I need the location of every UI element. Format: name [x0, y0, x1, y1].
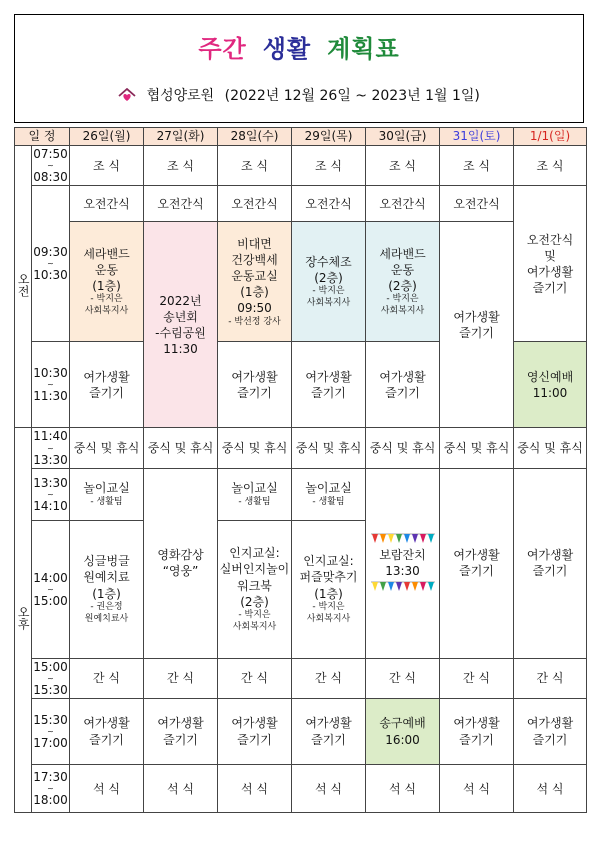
fri-morning-program: 세라밴드 운동 (2층) - 박지은 사회복지사 — [366, 222, 440, 342]
row-play-class — [15, 468, 587, 520]
day-header-row — [15, 128, 587, 146]
sat-leisure-cell: 여가생활 즐기기 — [440, 222, 514, 428]
lunch-cell: 중식 및 휴식 — [440, 428, 514, 468]
breakfast-cell: 조 식 — [218, 146, 292, 186]
thu-afternoon-program: 인지교실: 퍼즐맞추기 (1층) - 박지은 사회복지사 — [292, 520, 366, 658]
snack-cell: 오전간식 — [292, 186, 366, 222]
title-word-weekly: 주간 — [198, 35, 247, 63]
row-morning-snack — [15, 186, 587, 222]
day-thu: 29일(목) — [292, 128, 366, 146]
dinner-cell: 석 식 — [144, 765, 218, 813]
play-class-cell: 놀이교실 - 생활팀 — [292, 468, 366, 520]
leisure-cell: 여가생활 즐기기 — [292, 699, 366, 765]
day-sat: 31일(토) — [440, 128, 514, 146]
subtitle-line — [15, 85, 583, 105]
date-range: (2022년 12월 26일 ~ 2023년 1월 1일) — [224, 88, 480, 104]
schedule-label: 일 정 — [15, 128, 70, 146]
snack-cell: 간 식 — [292, 658, 366, 698]
mon-afternoon-program: 싱글벙글 원예치료 (1층) - 권은정 원예치료사 — [70, 520, 144, 658]
time-cell: 14:00 ~ 15:00 — [32, 520, 70, 658]
day-wed: 28일(수) — [218, 128, 292, 146]
thu-morning-program: 장수체조 (2층) - 박지은 사회복지사 — [292, 222, 366, 342]
fri-worship-cell: 송구예배 16:00 — [366, 699, 440, 765]
tue-year-end-party: 2022년 송년회 -수림공원 11:30 — [144, 222, 218, 428]
time-cell: 07:50 ~ 08:30 — [33, 147, 68, 185]
time-cell: 13:30 ~ 14:10 — [32, 468, 70, 520]
snack-cell: 간 식 — [514, 658, 587, 698]
breakfast-cell: 조 식 — [514, 146, 587, 186]
row-afternoon-snack — [15, 658, 587, 698]
day-tue: 27일(화) — [144, 128, 218, 146]
sun-worship-cell: 영신예배 11:00 — [514, 342, 587, 428]
snack-cell: 간 식 — [144, 658, 218, 698]
am-label: 오전 — [15, 146, 32, 428]
document-header — [14, 14, 584, 123]
org-name: 협성양로원 — [146, 88, 215, 104]
snack-cell: 오전간식 — [70, 186, 144, 222]
breakfast-cell: 조 식 — [70, 146, 144, 186]
time-cell: 10:30 ~ 11:30 — [32, 342, 70, 428]
breakfast-cell: 조 식 — [440, 146, 514, 186]
dinner-cell: 석 식 — [366, 765, 440, 813]
dinner-cell: 석 식 — [70, 765, 144, 813]
lunch-cell: 중식 및 휴식 — [292, 428, 366, 468]
day-sun: 1/1(일) — [514, 128, 587, 146]
mon-morning-program: 세라밴드 운동 (1층) - 박지은 사회복지사 — [70, 222, 144, 342]
leisure-cell: 여가생활 즐기기 — [440, 699, 514, 765]
snack-cell: 간 식 — [366, 658, 440, 698]
play-class-cell: 놀이교실 - 생활팀 — [218, 468, 292, 520]
lunch-cell: 중식 및 휴식 — [366, 428, 440, 468]
house-heart-icon — [118, 88, 136, 104]
tue-movie-cell: 영화감상 “영웅” — [144, 468, 218, 658]
snack-cell: 간 식 — [218, 658, 292, 698]
breakfast-cell: 조 식 — [366, 146, 440, 186]
leisure-cell: 여가생활 즐기기 — [514, 699, 587, 765]
dinner-cell: 석 식 — [440, 765, 514, 813]
play-class-cell: 놀이교실 - 생활팀 — [70, 468, 144, 520]
snack-cell: 간 식 — [440, 658, 514, 698]
snack-cell: 오전간식 — [144, 186, 218, 222]
bunting-icon — [371, 533, 435, 545]
leisure-cell: 여가생활 즐기기 — [218, 699, 292, 765]
lunch-cell: 중식 및 휴식 — [218, 428, 292, 468]
snack-cell: 오전간식 — [366, 186, 440, 222]
snack-cell: 간 식 — [70, 658, 144, 698]
title-word-life: 생활 — [262, 35, 312, 63]
day-fri: 30일(금) — [366, 128, 440, 146]
breakfast-cell: 조 식 — [292, 146, 366, 186]
row-dinner — [15, 765, 587, 813]
time-cell: 15:00 ~ 15:30 — [33, 659, 68, 697]
lunch-cell: 중식 및 휴식 — [144, 428, 218, 468]
time-cell: 15:30 ~ 17:00 — [32, 699, 70, 765]
leisure-cell: 여가생활 즐기기 — [366, 342, 440, 428]
title-word-plan: 계획표 — [327, 35, 400, 63]
wed-afternoon-program: 인지교실: 실버인지놀이 워크북 (2층) - 박지은 사회복지사 — [218, 520, 292, 658]
wed-morning-program: 비대면 건강백세 운동교실 (1층) 09:50 - 박선정 강사 — [218, 222, 292, 342]
dinner-cell: 석 식 — [218, 765, 292, 813]
dinner-cell: 석 식 — [292, 765, 366, 813]
row-lunch — [15, 428, 587, 468]
lunch-cell: 중식 및 휴식 — [514, 428, 587, 468]
time-cell: 09:30 ~ 10:30 — [32, 186, 70, 342]
leisure-cell: 여가생활 즐기기 — [70, 699, 144, 765]
leisure-cell: 여가생활 즐기기 — [70, 342, 144, 428]
sun-morning-cell: 오전간식 및 여가생활 즐기기 — [514, 186, 587, 342]
day-mon: 26일(월) — [70, 128, 144, 146]
pm-label: 오후 — [15, 428, 32, 813]
sun-leisure-cell: 여가생활 즐기기 — [514, 468, 587, 658]
time-cell: 11:40 ~ 13:30 — [33, 429, 68, 467]
leisure-cell: 여가생활 즐기기 — [292, 342, 366, 428]
row-breakfast — [15, 146, 587, 186]
snack-cell: 오전간식 — [440, 186, 514, 222]
page-title — [15, 29, 583, 64]
snack-cell: 오전간식 — [218, 186, 292, 222]
leisure-cell: 여가생활 즐기기 — [144, 699, 218, 765]
breakfast-cell: 조 식 — [144, 146, 218, 186]
schedule-table — [14, 127, 587, 813]
lunch-cell: 중식 및 휴식 — [70, 428, 144, 468]
time-cell: 17:30 ~ 18:00 — [32, 765, 70, 813]
leisure-cell: 여가생활 즐기기 — [218, 342, 292, 428]
dinner-cell: 석 식 — [514, 765, 587, 813]
fri-celebration-cell: 보람잔치 13:30 — [366, 468, 440, 658]
bunting-icon — [371, 581, 435, 593]
sat-leisure-cell: 여가생활 즐기기 — [440, 468, 514, 658]
row-afternoon-leisure — [15, 699, 587, 765]
row-morning-program — [15, 222, 587, 342]
